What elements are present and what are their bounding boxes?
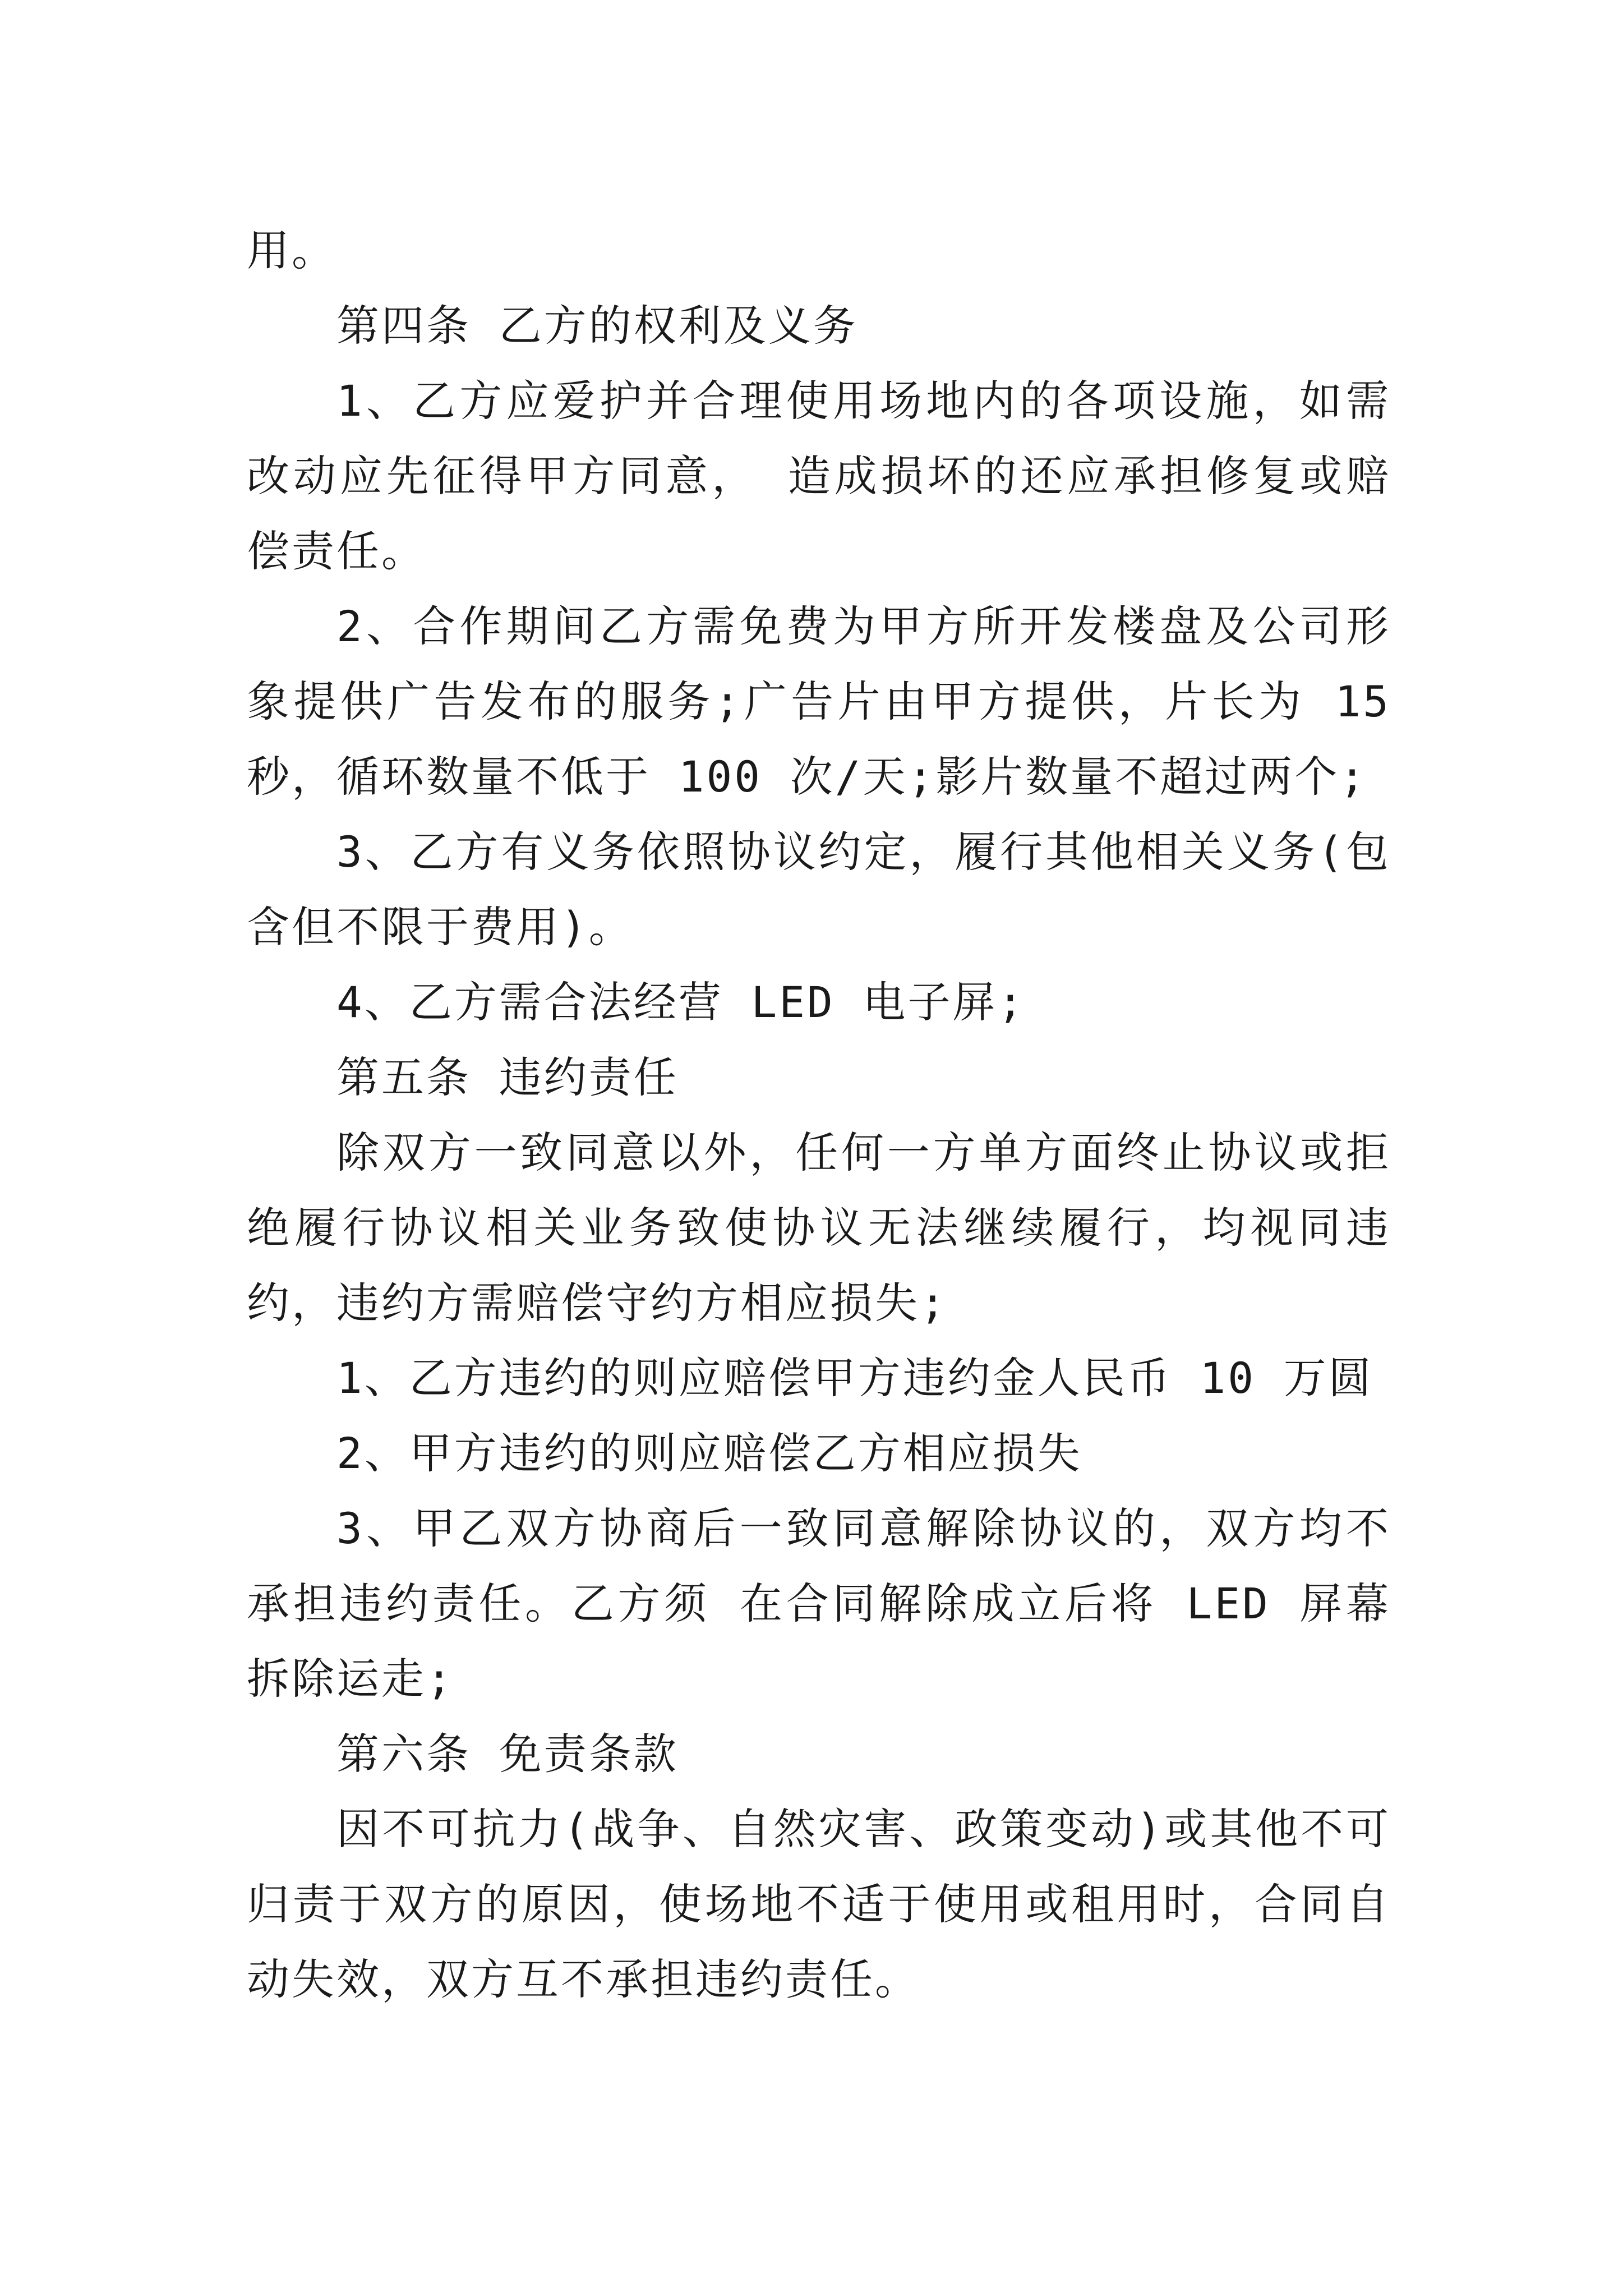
article-4-clause-4: 4、乙方需合法经营 LED 电子屏; <box>336 977 1026 1027</box>
paragraph-continuation: 用。 <box>247 226 336 275</box>
article-6-heading: 第六条 免责条款 <box>336 1729 679 1779</box>
article-5-heading: 第五条 违约责任 <box>336 1052 679 1102</box>
article-5-clause-3: 3、甲乙双方协商后一致同意解除协议的，双方均不承担违约责任。乙方须 在合同解除成立后将 LED 屏幕拆除运走; <box>247 1503 1391 1704</box>
article-4-clause-3: 3、乙方有义务依照协议约定，履行其他相关义务(包含但不限于费用)。 <box>247 827 1391 952</box>
article-5-intro: 除双方一致同意以外，任何一方单方面终止协议或拒绝履行协议相关业务致使协议无法继续履行，均视同违约，违约方需赔偿守约方相应损失; <box>247 1128 1391 1328</box>
article-4-clause-1: 1、乙方应爱护并合理使用场地内的各项设施，如需改动应先征得甲方同意， 造成损坏的还应承担修复或赔偿责任。 <box>247 376 1391 576</box>
article-4-heading: 第四条 乙方的权利及义务 <box>336 301 858 351</box>
document-body <box>247 213 1391 2017</box>
article-6-body: 因不可抗力(战争、自然灾害、政策变动)或其他不可归责于双方的原因，使场地不适于使用或租用时，合同自动失效，双方互不承担违约责任。 <box>247 1804 1391 2004</box>
article-5-clause-2: 2、甲方违约的则应赔偿乙方相应损失 <box>336 1428 1082 1478</box>
article-4-clause-2: 2、合作期间乙方需免费为甲方所开发楼盘及公司形象提供广告发布的服务;广告片由甲方提供，片长为 15 秒，循环数量不低于 100 次/天;影片数量不超过两个; <box>247 601 1391 802</box>
article-5-clause-1: 1、乙方违约的则应赔偿甲方违约金人民币 10 万圆 <box>336 1353 1373 1403</box>
